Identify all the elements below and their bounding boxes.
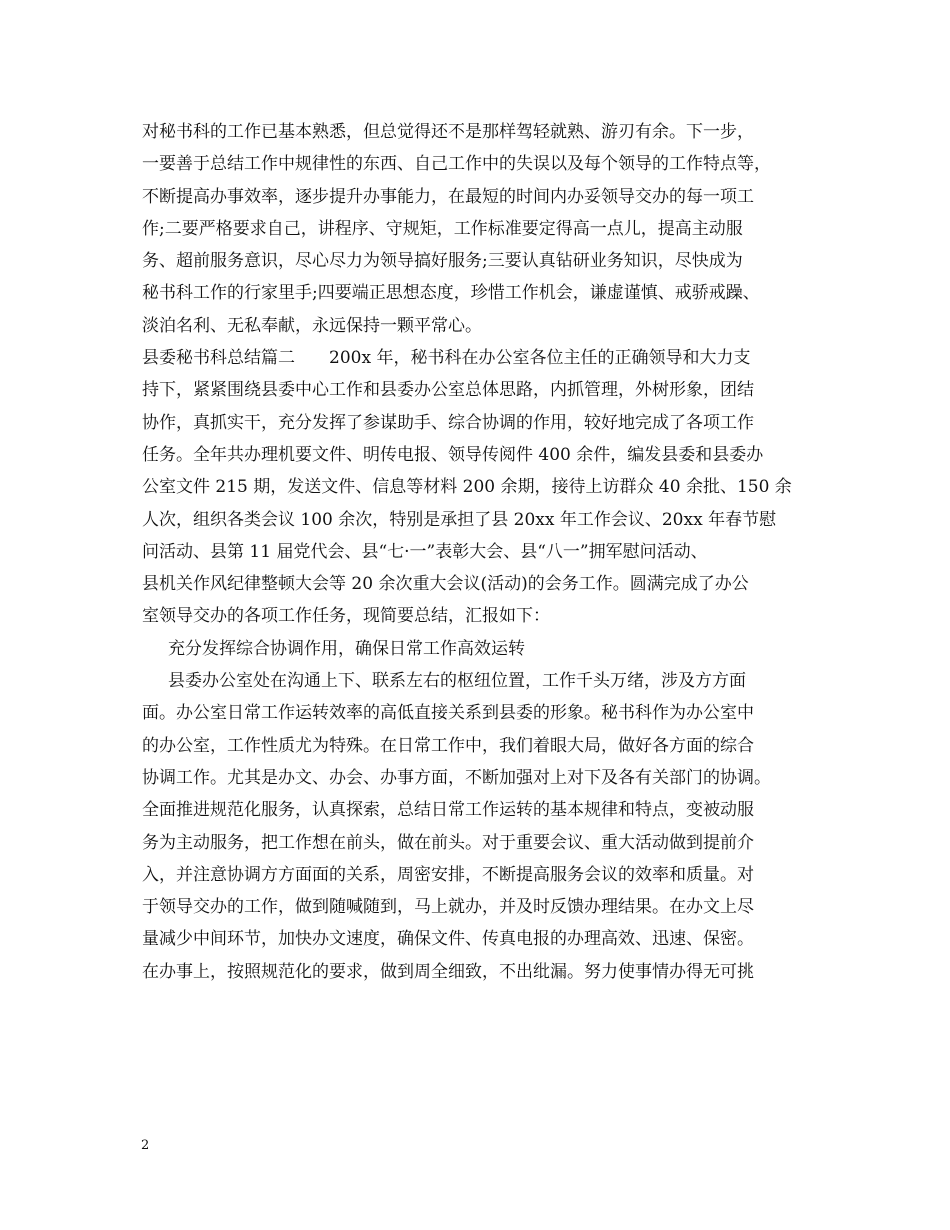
text-line: 协作，真抓实干，充分发挥了参谋助手、综合协调的作用，较好地完成了各项工作 — [142, 412, 754, 433]
body-text — [142, 116, 822, 988]
text-line: 淡泊名利、无私奉献，永远保持一颗平常心。 — [142, 315, 482, 336]
text-line: 务、超前服务意识，尽心尽力为领导搞好服务;三要认真钻研业务知识，尽快成为 — [142, 251, 743, 272]
text-line: 县机关作风纪律整顿大会等 20 余次重大会议(活动)的会务工作。圆满完成了办公 — [142, 574, 749, 595]
text-line: 室领导交办的各项工作任务，现简要总结，汇报如下： — [142, 606, 550, 627]
text-line: 问活动、县第 11 届党代会、县“七·一”表彰大会、县“八一”拥军慰问活动、 — [142, 541, 708, 562]
subheading-line: 充分发挥综合协调作用，确保日常工作高效运转 — [168, 638, 525, 659]
text-line: 量减少中间环节，加快办文速度，确保文件、传真电报的办理高效、迅速、保密。 — [142, 929, 754, 950]
text-line: 对秘书科的工作已基本熟悉，但总觉得还不是那样驾轻就熟、游刃有余。下一步， — [142, 122, 754, 142]
text-line: 全面推进规范化服务，认真探索，总结日常工作运转的基本规律和特点，变被动服 — [142, 800, 754, 821]
text-line: 的办公室，工作性质尤为特殊。在日常工作中，我们着眼大局，做好各方面的综合 — [142, 735, 754, 756]
text-line: 协调工作。尤其是办文、办会、办事方面，不断加强对上对下及各有关部门的协调。 — [142, 767, 771, 788]
text-line: 务为主动服务，把工作想在前头，做在前头。对于重要会议、重大活动做到提前介 — [142, 832, 754, 853]
text-line: 作;二要严格要求自己，讲程序、守规矩，工作标准要定得高一点儿，提高主动服 — [142, 218, 743, 239]
text-line: 秘书科工作的行家里手;四要端正思想态度，珍惜工作机会，谦虚谨慎、戒骄戒躁、 — [142, 283, 760, 304]
text-line: 不断提高办事效率，逐步提升办事能力，在最短的时间内办妥领导交办的每一项工 — [142, 186, 754, 207]
text-line: 入，并注意协调方方面面的关系，周密安排，不断提高服务会议的效率和质量。对 — [142, 864, 754, 885]
text-line: 县委办公室处在沟通上下、联系左右的枢纽位置，工作千头万绪，涉及方方面 — [168, 671, 746, 692]
text-line: 在办事上，按照规范化的要求，做到周全细致，不出纰漏。努力使事情办得无可挑 — [142, 961, 754, 982]
text-line: 公室文件 215 期，发送文件、信息等材料 200 余期，接待上访群众 40 余批、150 余 — [142, 477, 792, 498]
text-line: 人次，组织各类会议 100 余次，特别是承担了县 20xx 年工作会议、20xx 年春节慰 — [142, 509, 777, 530]
text-line: 持下，紧紧围绕县委中心工作和县委办公室总体思路，内抓管理，外树形象，团结 — [142, 380, 754, 401]
text-line: 任务。全年共办理机要文件、明传电报、领导传阅件 400 余件，编发县委和县委办 — [142, 444, 764, 465]
text-line: 面。办公室日常工作运转效率的高低直接关系到县委的形象。秘书科作为办公室中 — [142, 703, 754, 724]
text-line: 于领导交办的工作，做到随喊随到，马上就办，并及时反馈办理结果。在办文上尽 — [142, 897, 754, 918]
text-line: 一要善于总结工作中规律性的东西、自己工作中的失误以及每个领导的工作特点等， — [142, 154, 771, 175]
page-number: 2 — [141, 1138, 150, 1153]
section-heading-line: 县委秘书科总结篇二 200x 年，秘书科在办公室各位主任的正确领导和大力支 — [142, 348, 751, 369]
